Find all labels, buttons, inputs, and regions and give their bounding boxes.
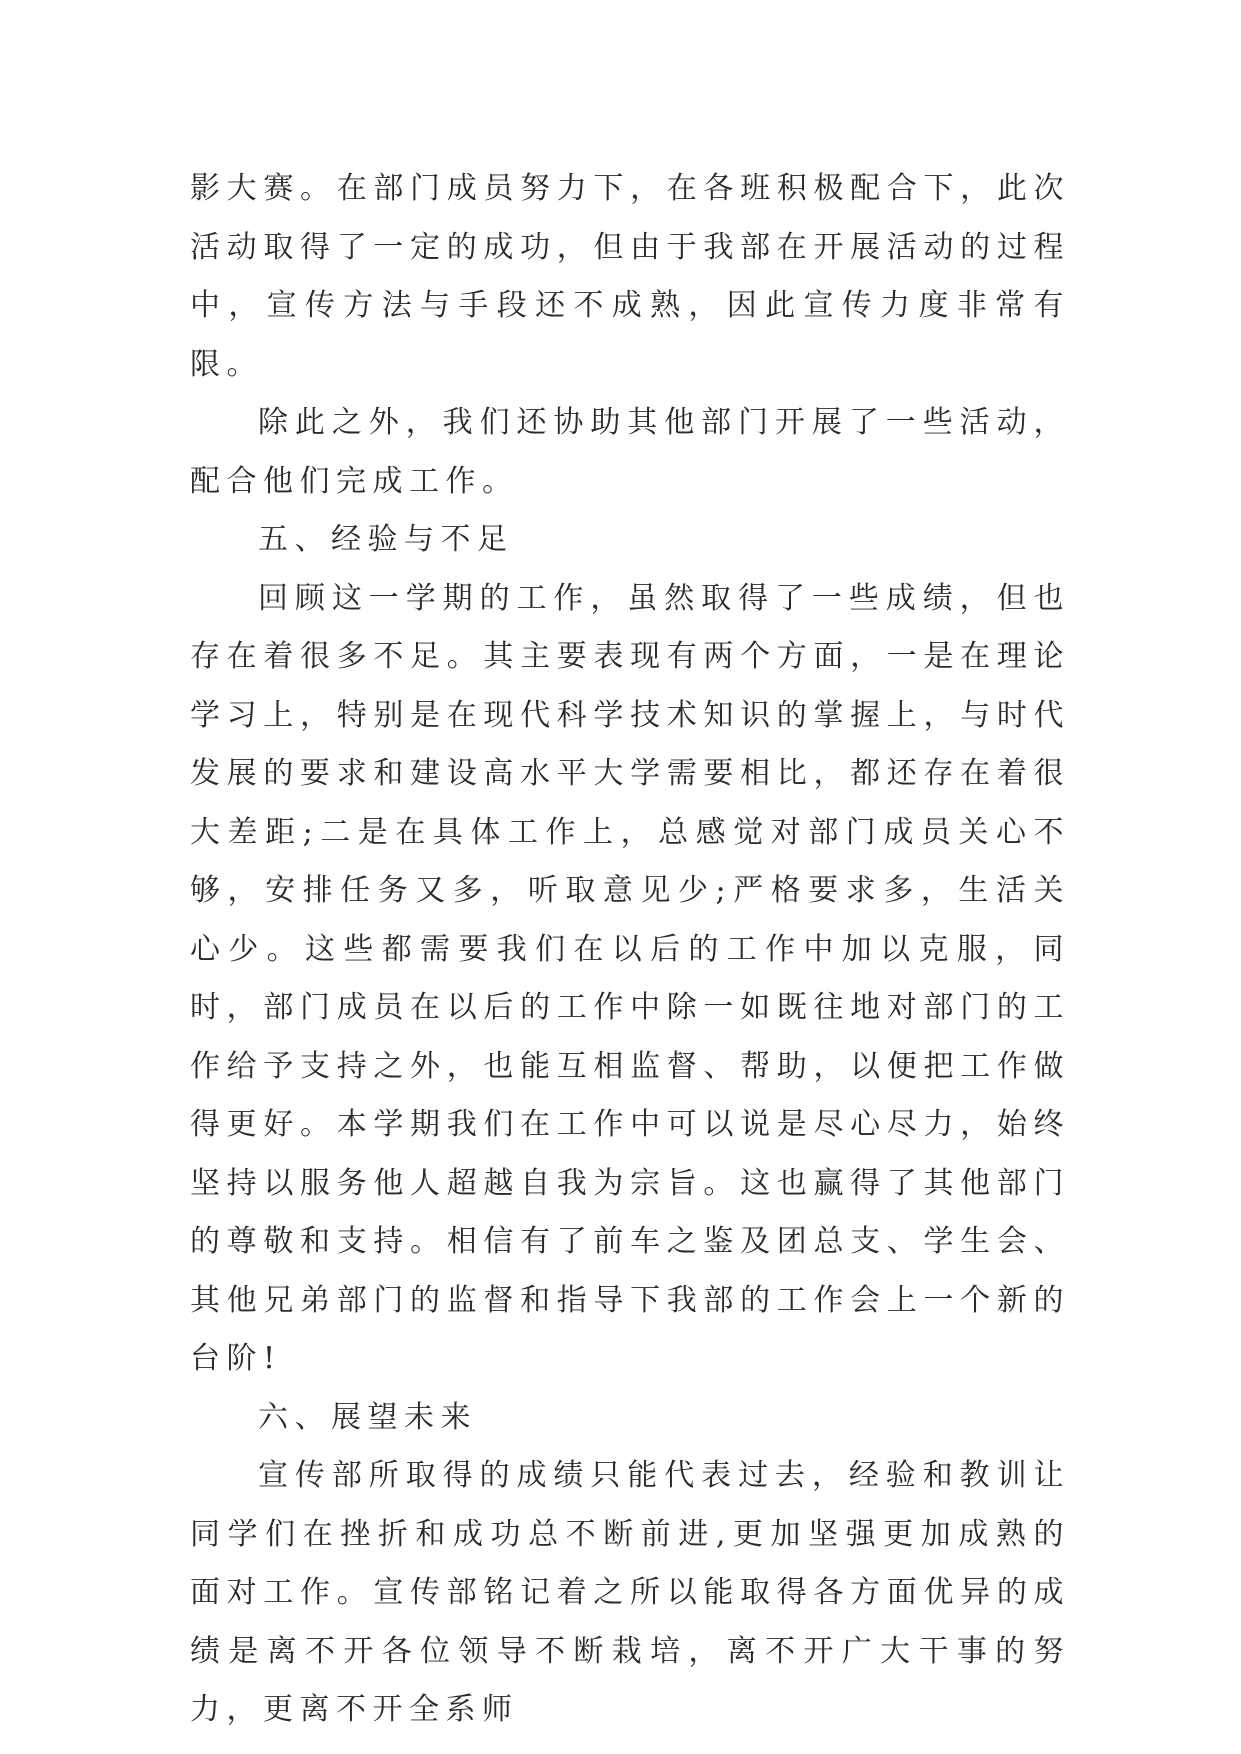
paragraph-activity-summary: 影大赛。在部门成员努力下，在各班积极配合下，此次活动取得了一定的成功，但由于我部在开展活动的过程中，宣传方法与手段还不成熟，因此宣传力度非常有限。 (190, 171, 1070, 382)
paragraph-experience-shortcomings: 回顾这一学期的工作，虽然取得了一些成绩，但也存在着很多不足。其主要表现有两个方面，一是在理论学习上，特别是在现代科学技术知识的掌握上，与时代发展的要求和建设高水平大学需要相比，都还存在着很大差距;二是在具体工作上，总感觉对部门成员关心不够，安排任务又多，听取意见少;严格要求多，生活关心少。这些都需要我们在以后的工作中加以克服，同时，部门成员在以后的工作中除一如既往地对部门的工作给予支持之外，也能互相监督、帮助，以便把工作做得更好。本学期我们在工作中可以说是尽心尽力，始终坚持以服务他人超越自我为宗旨。这也赢得了其他部门的尊敬和支持。相信有了前车之鉴及团总支、学生会、其他兄弟部门的监督和指导下我部的工作会上一个新的台阶! (190, 580, 1070, 1376)
document-body (190, 160, 1070, 1740)
section-heading-experience: 五、经验与不足 (258, 522, 514, 557)
section-heading-outlook: 六、展望未来 (258, 1399, 477, 1435)
paragraph-outlook: 宣传部所取得的成绩只能代表过去，经验和教训让同学们在挫折和成功总不断前进,更加坚强更加成熟的面对工作。宣传部铭记着之所以能取得各方面优异的成绩是离不开各位领导不断栽培，离不开广大干事的努力，更离不开全系师 (190, 1458, 1070, 1727)
paragraph-assist-other-departments: 除此之外，我们还协助其他部门开展了一些活动，配合他们完成工作。 (190, 405, 1070, 499)
